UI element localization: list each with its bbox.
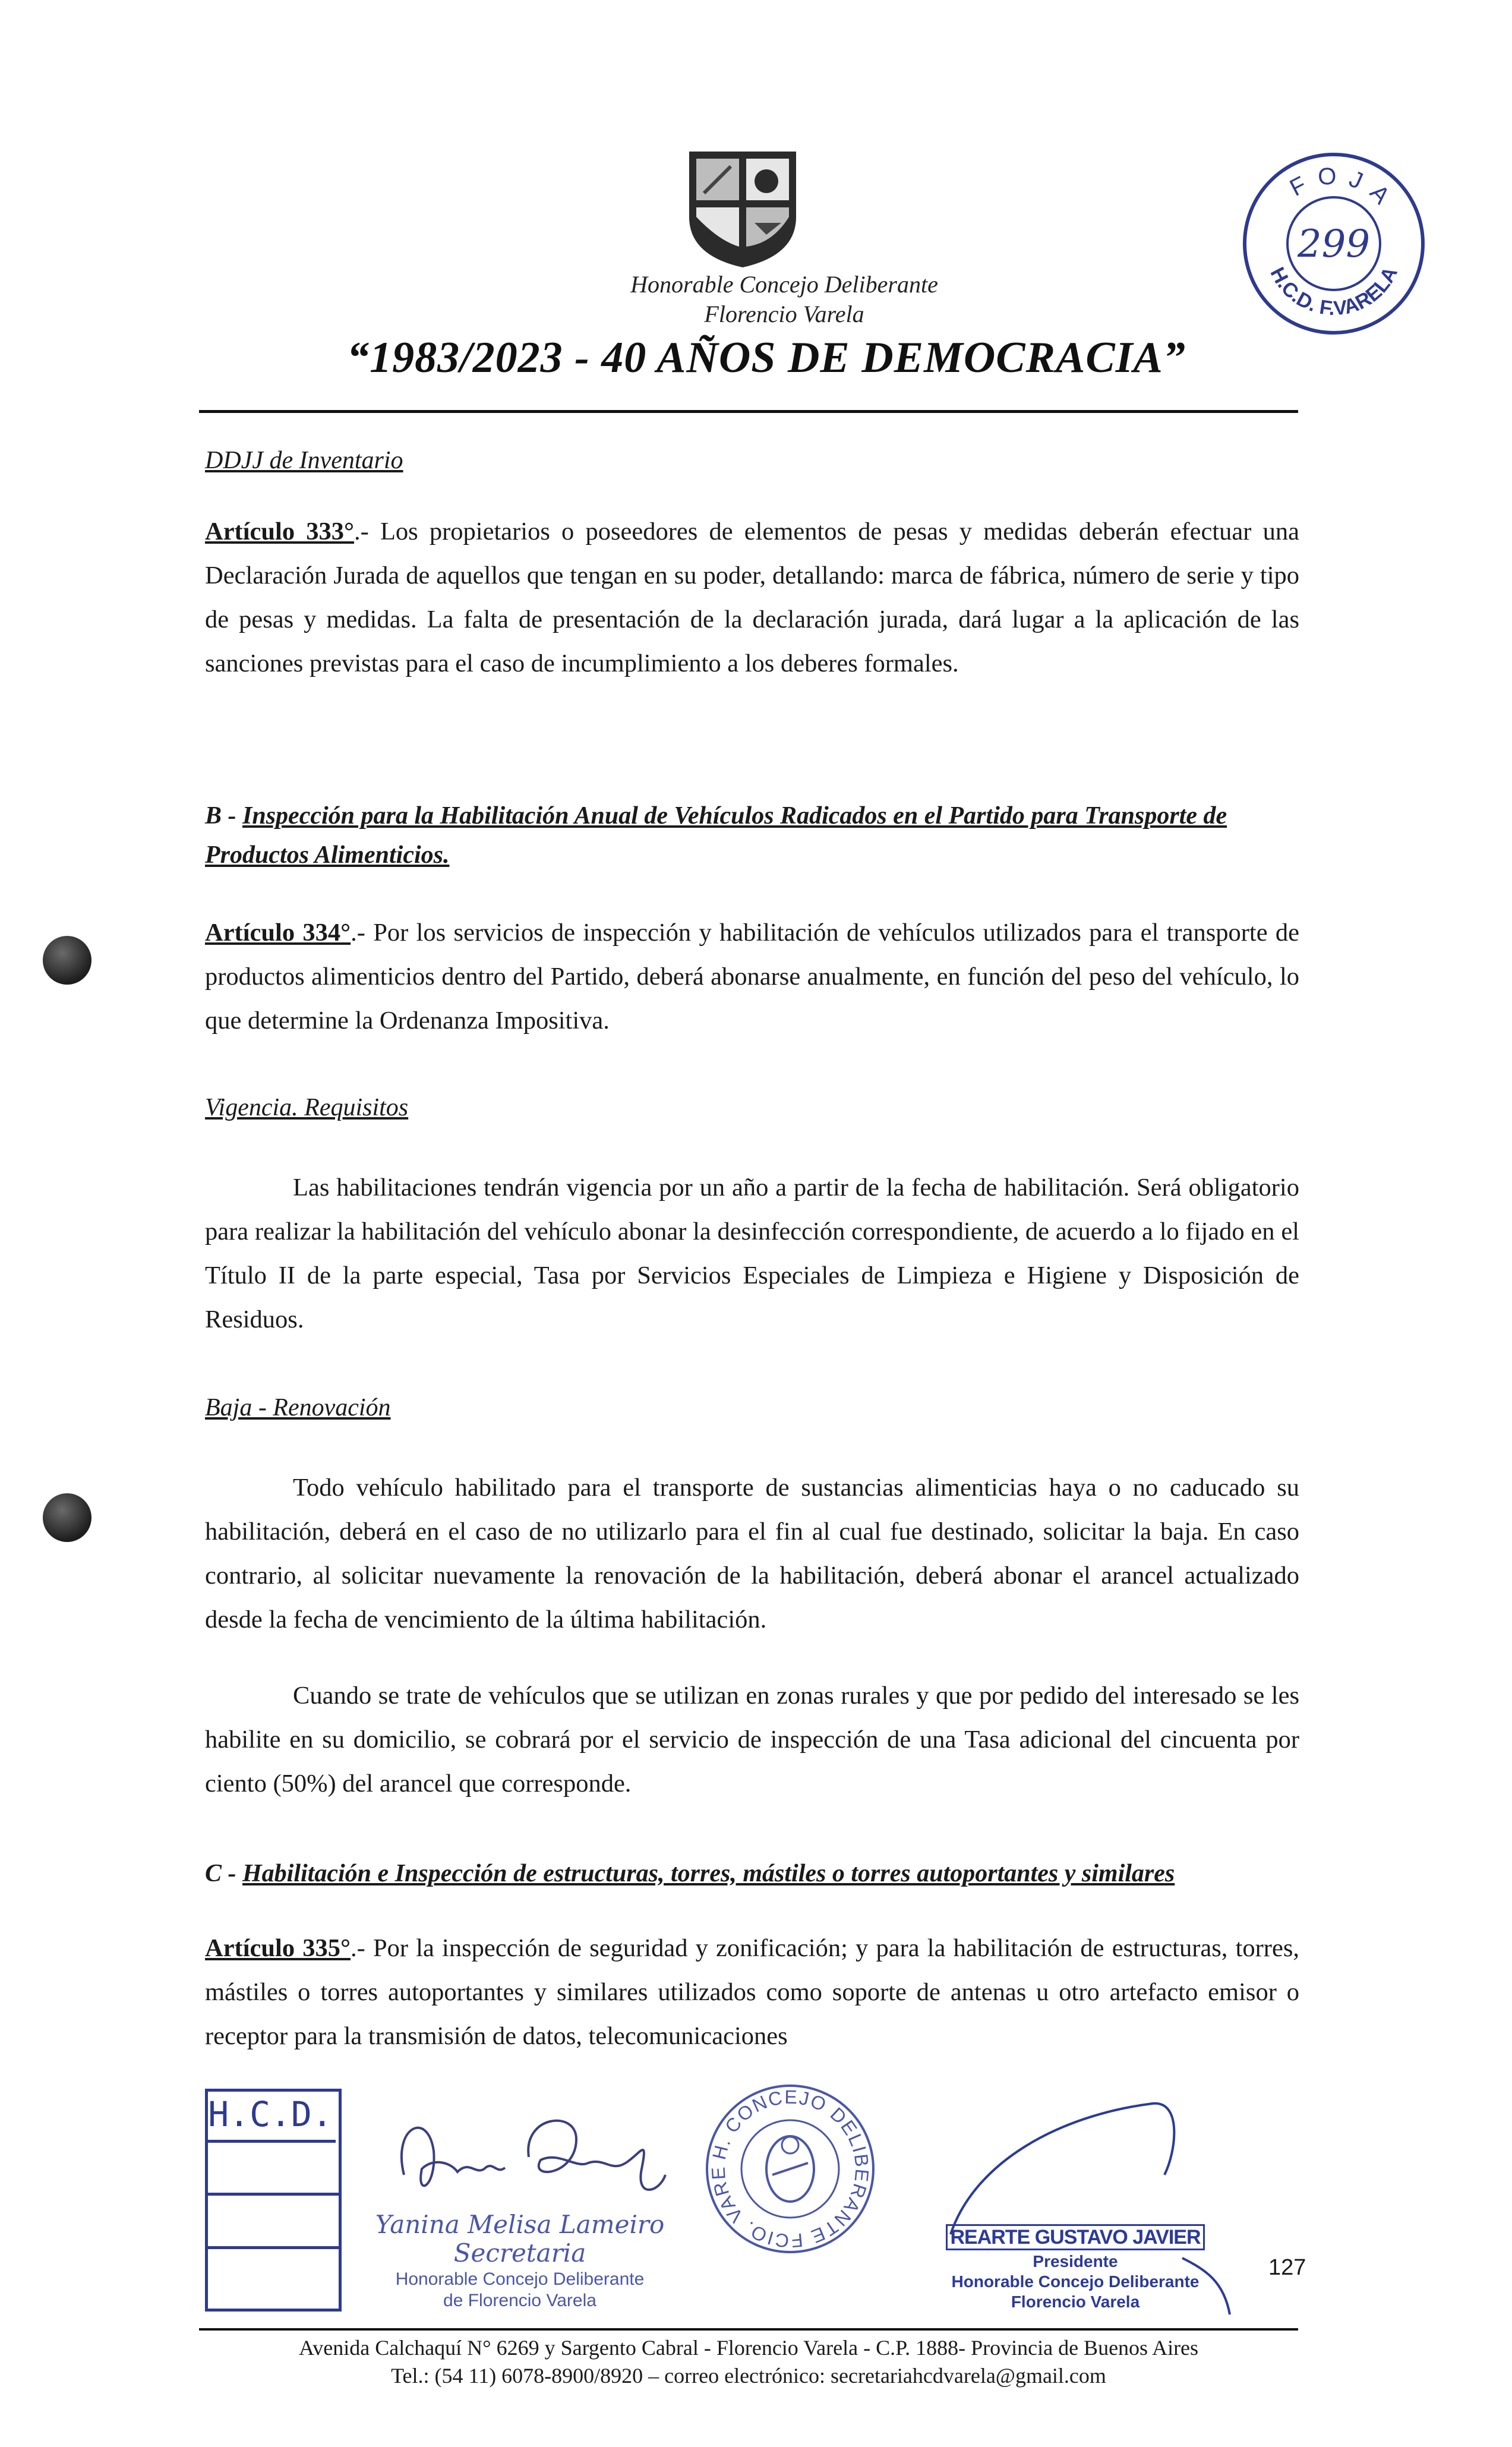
secretary-office-line2: de Florencio Varela	[443, 2291, 596, 2310]
institution-name: Honorable Concejo Deliberante	[630, 271, 938, 298]
section-b-prefix: B -	[205, 802, 242, 830]
foja-number: 299	[1297, 222, 1371, 266]
secretary-office	[365, 2269, 674, 2312]
president-office-line2: Florencio Varela	[1011, 2293, 1140, 2311]
vigencia-heading-block	[205, 1093, 1299, 1122]
seal-text: H. CONCEJO DELIBERANTE FCIO. VARE	[707, 2086, 873, 2252]
baja-paragraph-1	[205, 1466, 1299, 1642]
svg-text:H. CONCEJO DELIBERANTE FCIO. V	[701, 2080, 873, 2252]
hcd-box-line	[205, 2193, 342, 2196]
document-body	[205, 440, 1299, 481]
baja-text-2: Cuando se trate de vehículos que se utilizan en zonas rurales y que por pedido del interesado se les habilite en su domicilio, se cobrará por el servicio de inspección de una Tasa adicional del cincuenta por ciento (50%) del arancel que corresponde.	[205, 1682, 1299, 1798]
svg-text:H.C.D. F.VARELA	[1265, 263, 1402, 320]
baja-heading: Baja - Renovación	[205, 1394, 391, 1421]
section-b-heading	[205, 796, 1299, 875]
secretary-name: Yanina Melisa Lameiro	[375, 2210, 665, 2239]
foja-top-text: FOJA	[1286, 163, 1402, 217]
institution-city: Florencio Varela	[704, 301, 864, 327]
commemorative-motto: “1983/2023 - 40 AÑOS DE DEMOCRACIA”	[347, 333, 1186, 382]
section-c-prefix: C -	[205, 1860, 242, 1887]
secretary-signature-icon	[380, 2104, 689, 2225]
section-b-title: Inspección para la Habilitación Anual de Vehículos Radicados en el Partido para Transporte de Productos Alimenticios.	[205, 802, 1227, 869]
article-333-text: .- Los propietarios o poseedores de elementos de pesas y medidas deberán efectuar una Declaración Jurada de aquellos que tengan en su poder, detallando: marca de fábrica, número de serie y tipo de pesas y medidas. La falta de presentación de la declaración jurada, dará lugar a la aplicación de las sanciones previstas para el caso de incumplimiento a los deberes formales.	[205, 518, 1299, 677]
secretary-name-stamp	[365, 2211, 674, 2268]
secretary-title: Secretaria	[453, 2238, 586, 2268]
footer-contact: Tel.: (54 11) 6078-8900/8920 – correo electrónico: secretariahcdvarela@gmail.com	[391, 2364, 1106, 2388]
footer-address: Avenida Calchaquí N° 6269 y Sargento Cabral - Florencio Varela - C.P. 1888- Provincia de Buenos Aires	[298, 2336, 1199, 2360]
footer-rule	[199, 2328, 1298, 2331]
article-333-label: Artículo 333°	[205, 518, 354, 545]
hcd-box-label: H.C.D.	[205, 2089, 336, 2143]
vigencia-paragraph	[205, 1166, 1299, 1342]
article-334-label: Artículo 334°	[205, 919, 351, 947]
section-c-title: Habilitación e Inspección de estructuras, torres, mástiles o torres autoportantes y similares	[242, 1860, 1175, 1887]
article-335-label: Artículo 335°	[205, 1934, 351, 1962]
council-seal-icon	[701, 2080, 879, 2261]
article-335	[205, 1926, 1299, 2058]
article-334	[205, 911, 1299, 1043]
vigencia-text: Las habilitaciones tendrán vigencia por un año a partir de la fecha de habilitación. Será obligatorio para realizar la habilitación del vehículo abonar la desinfección correspondiente, de acuerdo a lo fijado en el Título II de la parte especial, Tasa por Servicios Especiales de Limpieza e Higiene y Disposición de Residuos.	[205, 1174, 1299, 1333]
baja-heading-block	[205, 1393, 1299, 1422]
article-334-text: .- Por los servicios de inspección y habilitación de vehículos utilizados para el transporte de productos alimenticios dentro del Partido, deberá abonarse anualmente, en función del peso del vehículo, lo que determine la Ordenanza Impositiva.	[205, 919, 1300, 1035]
baja-text-1: Todo vehículo habilitado para el transporte de sustancias alimenticias haya o no caducado su habilitación, deberá en el caso de no utilizarlo para el fin al cual fue destinado, solicitar la baja. En caso contrario, al solicitar nuevamente la renovación de la habilitación, deberá abonar el arancel actualizado desde la fecha de vencimiento de la última habilitación.	[205, 1474, 1299, 1634]
article-333	[205, 510, 1299, 686]
hcd-box-line	[205, 2246, 342, 2249]
article-335-text: .- Por la inspección de seguridad y zonificación; y para la habilitación de estructuras, torres, mástiles o torres autoportantes y similares utilizados como soporte de antenas u otro artefacto emisor o receptor para la transmisión de datos, telecomunicaciones	[205, 1934, 1299, 2050]
president-name: REARTE GUSTAVO JAVIER	[946, 2224, 1204, 2250]
secretary-office-line1: Honorable Concejo Deliberante	[395, 2269, 645, 2289]
header-rule	[199, 410, 1298, 413]
punch-hole-bottom	[43, 1493, 91, 1542]
president-office-line1: Honorable Concejo Deliberante	[951, 2272, 1200, 2291]
president-title: Presidente	[1033, 2252, 1118, 2271]
page-number: 127	[1268, 2255, 1306, 2280]
punch-hole-top	[43, 936, 91, 985]
ddjj-heading: DDJJ de Inventario	[205, 447, 403, 474]
vigencia-heading: Vigencia. Requisitos	[205, 1094, 409, 1121]
section-c-heading	[205, 1854, 1299, 1893]
foja-stamp	[1233, 143, 1435, 345]
president-stamp	[936, 2227, 1215, 2312]
baja-paragraph-2	[205, 1674, 1299, 1806]
municipal-crest-icon	[683, 146, 802, 270]
foja-bottom-text: H.C.D. F.VARELA	[1265, 263, 1402, 320]
